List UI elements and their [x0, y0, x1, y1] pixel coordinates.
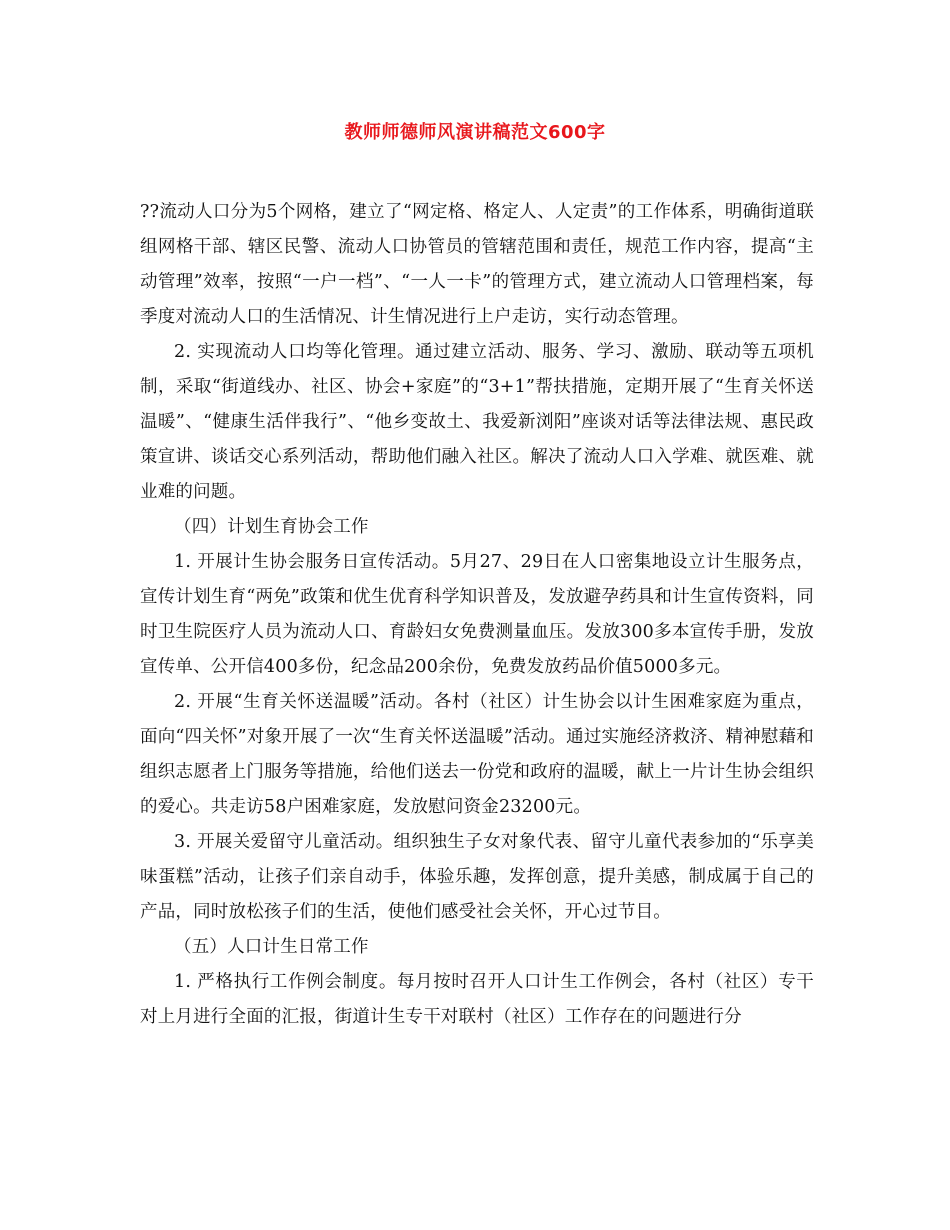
paragraph-item-2-equalization: 2. 实现流动人口均等化管理。通过建立活动、服务、学习、激励、联动等五项机制，采取“街道线办、社区、协会+家庭”的“3+1”帮扶措施，定期开展了“生育关怀送温暖”、“健康生活伴我行”、“他乡变故土、我爱新浏阳”座谈对话等法律法规、惠民政策宣讲、谈话交心系列活动，帮助他们融入社区。解决了流动人口入学难、就医难、就业难的问题。	[140, 342, 814, 502]
document-body	[140, 195, 814, 1035]
paragraph-item-2-care-warmth: 2. 开展“生育关怀送温暖”活动。各村（社区）计生协会以计生困难家庭为重点，面向“四关怀”对象开展了一次“生育关怀送温暖”活动。通过实施经济救济、精神慰藉和组织志愿者上门服务等措施，给他们送去一份党和政府的温暖，献上一片计生协会组织的爱心。共走访58户困难家庭，发放慰问资金23200元。	[140, 692, 814, 817]
paragraph-item-3-left-behind-children: 3. 开展关爱留守儿童活动。组织独生子女对象代表、留守儿童代表参加的“乐享美味蛋糕”活动，让孩子们亲自动手，体验乐趣，发挥创意，提升美感，制成属于自己的产品，同时放松孩子们的生活，使他们感受社会关怀，开心过节目。	[140, 832, 814, 922]
paragraph-item-1-service-day: 1. 开展计生协会服务日宣传活动。5月27、29日在人口密集地设立计生服务点，宣传计划生育“两免”政策和优生优育科学知识普及，发放避孕药具和计生宣传资料，同时卫生院医疗人员为流动人口、育龄妇女免费测量血压。发放300多本宣传手册，发放宣传单、公开信400多份，纪念品200余份，免费发放药品价值5000多元。	[140, 552, 814, 677]
section-heading-daily-work: （五）人口计生日常工作	[174, 937, 369, 957]
paragraph-intro: ??流动人口分为5个网格，建立了“网定格、格定人、人定责”的工作体系，明确街道联组网格干部、辖区民警、流动人口协管员的管辖范围和责任，规范工作内容，提高“主动管理”效率，按照“一户一档”、“一人一卡”的管理方式，建立流动人口管理档案，每季度对流动人口的生活情况、计生情况进行上户走访，实行动态管理。	[140, 202, 814, 327]
section-heading-association: （四）计划生育协会工作	[174, 517, 369, 537]
document-title: 教师师德师风演讲稿范文600字	[344, 122, 606, 143]
paragraph-item-1-meeting-system: 1. 严格执行工作例会制度。每月按时召开人口计生工作例会，各村（社区）专干对上月进行全面的汇报，街道计生专干对联村（社区）工作存在的问题进行分	[140, 972, 814, 1027]
